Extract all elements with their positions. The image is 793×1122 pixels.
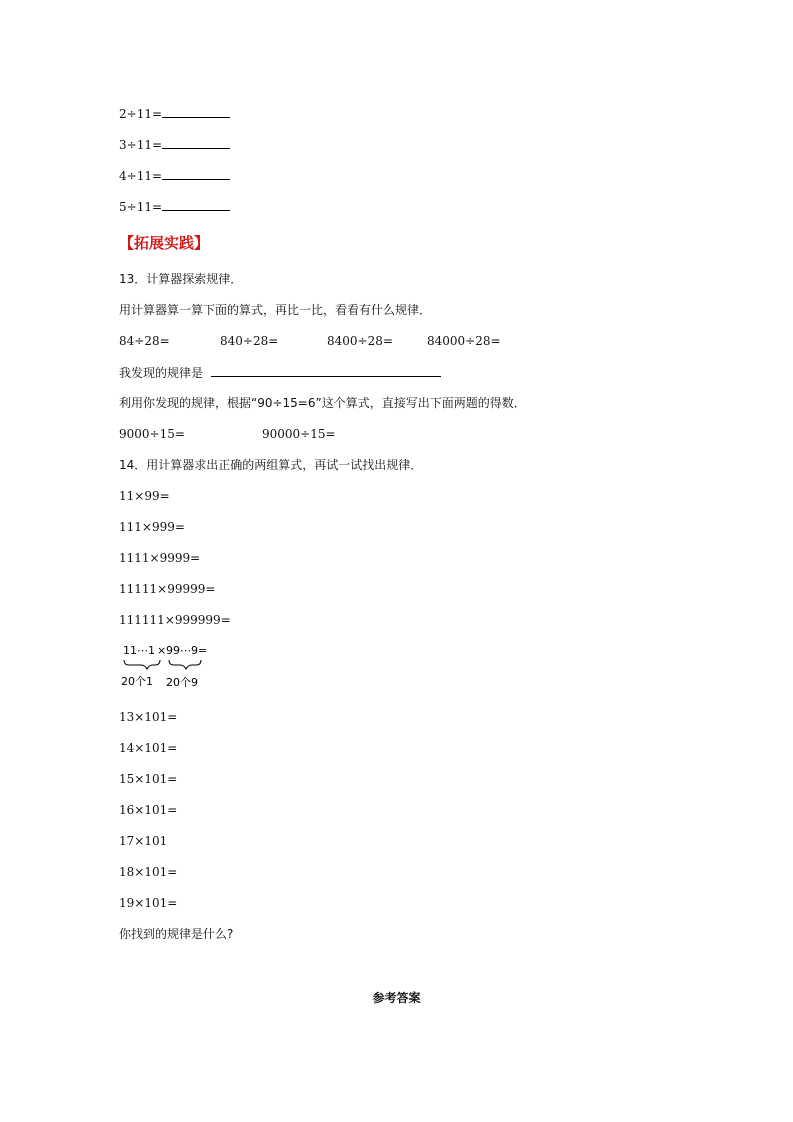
formula-left-count: 20个1 xyxy=(121,675,153,688)
q14-group1-item: 1111×9999= xyxy=(119,551,201,565)
q13-instruction: 用计算器算一算下面的算式，再比一比，看看有什么规律． xyxy=(119,303,432,317)
formula-equals: = xyxy=(198,644,208,657)
q13-title: 13．计算器探索规律． xyxy=(119,272,243,286)
q14-group2-item: 14×101= xyxy=(119,741,178,755)
answer-blank[interactable] xyxy=(162,167,230,180)
answer-heading: 参考答案 xyxy=(372,991,421,1005)
division-item xyxy=(119,105,230,122)
division-expression: 5÷11= xyxy=(119,200,163,214)
found-label: 我发现的规律是 xyxy=(119,366,204,380)
q13-expression: 84÷28= xyxy=(119,334,170,348)
q14-group1-item: 11111×99999= xyxy=(119,582,216,596)
left-brace-icon xyxy=(124,660,160,669)
q13-expression: 8400÷28= xyxy=(327,334,393,348)
answer-blank[interactable] xyxy=(162,198,230,211)
q14-group2-item: 13×101= xyxy=(119,710,178,724)
division-item xyxy=(119,167,230,184)
division-expression: 3÷11= xyxy=(119,138,163,152)
q14-group1-item: 111×999= xyxy=(119,520,185,534)
formula-times: × xyxy=(157,644,167,657)
q14-group2-item: 16×101= xyxy=(119,803,178,817)
q14-group1-item: 11×99= xyxy=(119,489,170,503)
formula-right-term: 99⋯9 xyxy=(166,644,198,657)
division-item xyxy=(119,198,230,215)
q13-found-row xyxy=(119,364,441,381)
answer-blank[interactable] xyxy=(162,136,230,149)
q13-expression2: 90000÷15= xyxy=(262,427,336,441)
q14-question: 你找到的规律是什么? xyxy=(119,927,234,941)
q14-group1-item: 111111×999999= xyxy=(119,613,231,627)
division-expression: 4÷11= xyxy=(119,169,163,183)
rule-answer-blank[interactable] xyxy=(211,364,441,377)
answer-blank[interactable] xyxy=(162,105,230,118)
q13-expression2: 9000÷15= xyxy=(119,427,185,441)
right-brace-icon xyxy=(169,660,201,669)
brace-formula xyxy=(119,642,219,692)
formula-left-term: 11⋯1 xyxy=(123,644,155,657)
q13-expression: 840÷28= xyxy=(220,334,279,348)
division-item xyxy=(119,136,230,153)
q14-group2-item: 17×101 xyxy=(119,834,168,848)
q13-instruction2: 利用你发现的规律，根据“90÷15=6”这个算式，直接写出下面两题的得数． xyxy=(119,396,526,410)
q14-group2-item: 18×101= xyxy=(119,865,178,879)
q14-group2-item: 19×101= xyxy=(119,896,178,910)
brace-formula-graphic xyxy=(119,642,219,692)
formula-right-count: 20个9 xyxy=(166,676,198,689)
q14-title: 14．用计算器求出正确的两组算式，再试一试找出规律． xyxy=(119,458,423,472)
section-title: 【拓展实践】 xyxy=(119,234,210,252)
division-expression: 2÷11= xyxy=(119,107,163,121)
q14-group2-item: 15×101= xyxy=(119,772,178,786)
q13-expression: 84000÷28= xyxy=(427,334,501,348)
